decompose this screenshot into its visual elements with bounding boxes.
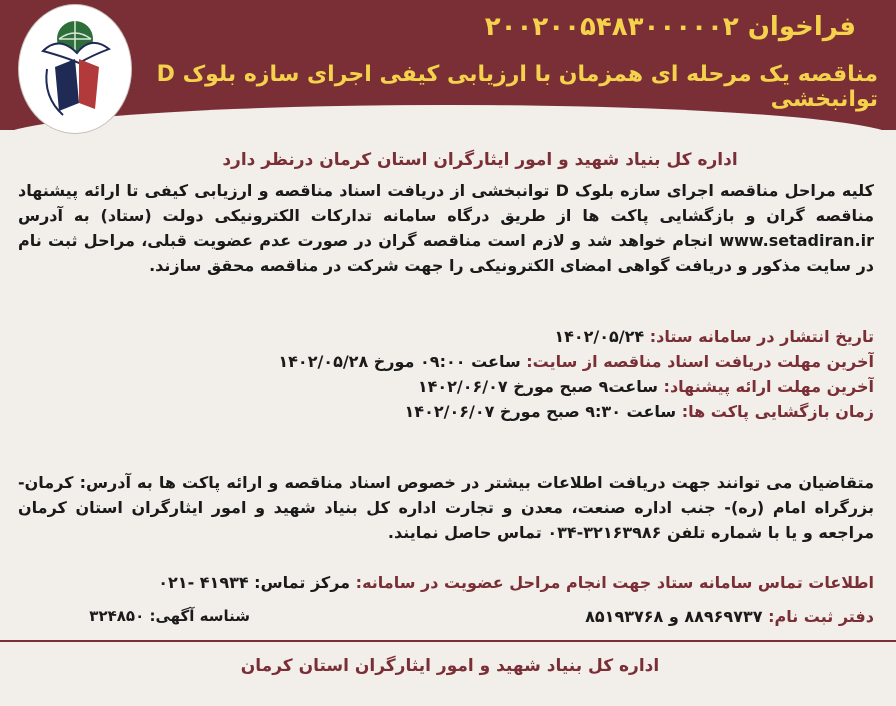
setad-contact-label: اطلاعات تماس سامانه ستاد جهت انجام مراحل عضویت در سامانه: [355, 573, 874, 592]
setad-contact-value: مرکز تماس: ۴۱۹۳۴ -۰۲۱ [158, 573, 351, 592]
tulip-icon [79, 59, 99, 109]
docs-deadline-row [18, 349, 874, 374]
contact-paragraph: متقاضیان می توانند جهت دریافت اطلاعات بیشتر در خصوص اسناد مناقصه و ارائه پاکت ها به آدرس: کرمان- بزرگراه امام (ره)- جنب اداره صنعت، معدن و تجارت اداره کل بنیاد شهید و امور ایثارگران استان کرمان مراجعه و یا با شماره تلفن ۳۲۱۶۳۹۸۶-۰۳۴ تماس حاصل نمایند. [18, 473, 874, 542]
opening-value: ساعت ۹:۳۰ صبح مورخ ۱۴۰۲/۰۶/۰۷ [404, 402, 677, 421]
foundation-logo [18, 4, 132, 134]
submit-deadline-label: آخرین مهلت ارائه پیشنهاد: [663, 377, 874, 396]
registration-office-row [234, 604, 874, 629]
notice-paragraph: کلیه مراحل مناقصه اجرای سازه بلوک D توانبخشی از دریافت اسناد مناقصه و ارزیابی کیفی تا ارائه پیشنهاد مناقصه گران و بازگشایی پاکت ها از طریق درگاه سامانه تدارکات الکترونیکی دولت (ستاد) به آدرس www.setadiran.ir انجام خواهد شد و لازم است مناقصه گران در صورت عدم عضویت قبلی، مراحل ثبت نام در سایت مذکور و دریافت گواهی امضای الکترونیکی را جهت شرکت در مناقصه محقق سازند. [18, 181, 874, 275]
submit-deadline-value: ساعت۹ صبح مورخ ۱۴۰۲/۰۶/۰۷ [417, 377, 658, 396]
foundation-logo-icon [19, 5, 131, 133]
registration-office-label: دفتر ثبت نام: [768, 607, 874, 626]
docs-deadline-value: ساعت ۰۹:۰۰ مورخ ۱۴۰۲/۰۵/۲۸ [278, 352, 521, 371]
publish-date-row [18, 324, 874, 349]
docs-deadline-label: آخرین مهلت دریافت اسناد مناقصه از سایت: [526, 352, 874, 371]
organization-heading: اداره کل بنیاد شهید و امور ایثارگران استان کرمان درنظر دارد [222, 150, 738, 170]
publish-date-label: تاریخ انتشار در سامانه ستاد: [649, 327, 874, 346]
setad-contact-row [18, 570, 874, 595]
ad-id [30, 604, 250, 629]
dates-section [18, 324, 874, 424]
tender-number: فراخوان ۲۰۰۲۰۰۵۴۸۳۰۰۰۰۰۲ [484, 12, 856, 42]
book-icon [55, 59, 79, 111]
ad-id-label: شناسه آگهی: [149, 607, 250, 625]
submit-deadline-row [18, 374, 874, 399]
publish-date-value: ۱۴۰۲/۰۵/۲۴ [554, 327, 645, 346]
registration-office-value: ۸۸۹۶۹۷۳۷ و ۸۵۱۹۳۷۶۸ [585, 607, 763, 626]
opening-label: زمان بازگشایی پاکت ها: [681, 402, 874, 421]
ad-id-value: ۳۲۴۸۵۰ [89, 607, 145, 625]
opening-row [18, 399, 874, 424]
tender-subject: مناقصه یک مرحله ای همزمان با ارزیابی کیفی اجرای سازه بلوک D توانبخشی [156, 62, 878, 112]
footer-organization: اداره کل بنیاد شهید و امور ایثارگران استان کرمان [240, 656, 660, 676]
footer-divider [0, 640, 896, 642]
